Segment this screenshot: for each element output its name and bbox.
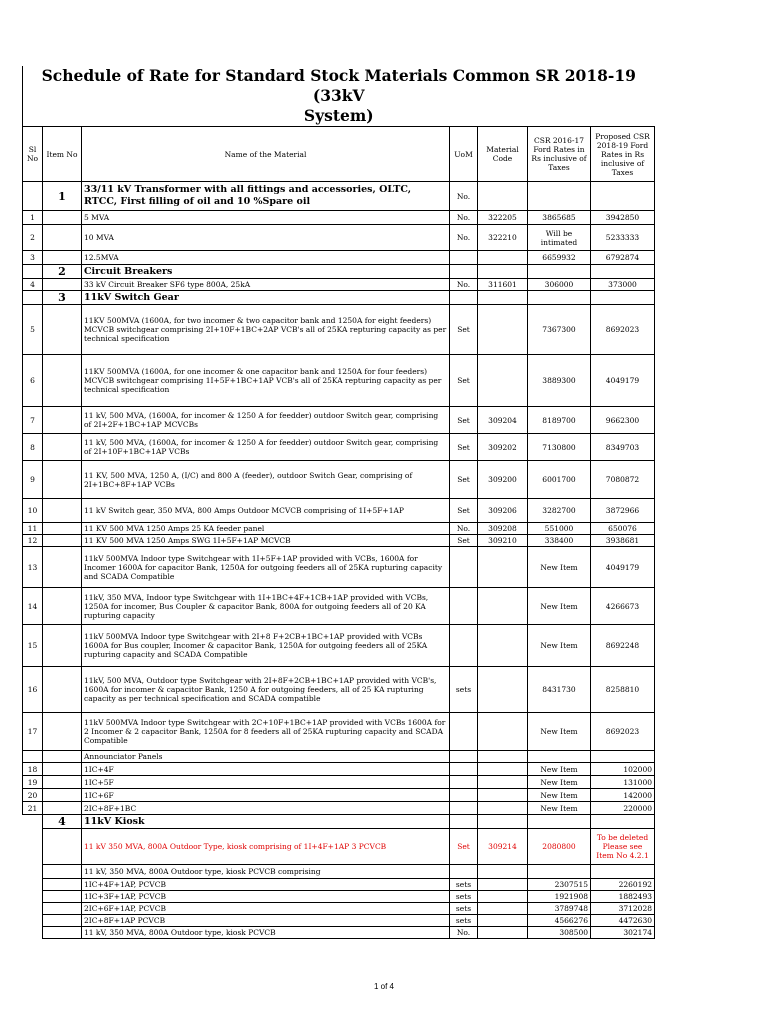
cell-name: 11 kV 350 MVA, 800A Outdoor Type, kiosk comprising of 1I+4F+1AP 3 PCVCB	[82, 829, 450, 865]
section-number: 1	[43, 182, 82, 211]
empty-cell	[43, 776, 82, 789]
table-row	[23, 434, 655, 461]
cell-csr: 551000	[528, 523, 591, 535]
cell-proposed: 3872966	[591, 499, 655, 523]
cell-code	[478, 713, 528, 751]
table-row	[23, 802, 655, 815]
empty-cell	[528, 265, 591, 279]
empty-cell	[450, 865, 478, 879]
cell-uom: sets	[450, 903, 478, 915]
cell-proposed: 5233333	[591, 225, 655, 251]
cell-csr: 306000	[528, 279, 591, 291]
section-number: 3	[43, 291, 82, 305]
cell-code: 322210	[478, 225, 528, 251]
cell-proposed: 3942850	[591, 211, 655, 225]
cell-name: 11KV 500MVA (1600A, for two incomer & two capacitor bank and 1250A for eight feeders) MCVCB switchgear comprising 2I+10F+1BC+2AP VCB's all of 25KA repturing capacity as per technical specification	[82, 305, 450, 355]
cell-sl: 13	[23, 547, 43, 588]
cell-csr: 6659932	[528, 251, 591, 265]
cell-uom: No.	[450, 279, 478, 291]
empty-cell	[450, 815, 478, 829]
table-row	[23, 667, 655, 713]
empty-cell	[43, 407, 82, 434]
empty-cell	[43, 667, 82, 713]
table-row	[23, 407, 655, 434]
empty-cell	[450, 802, 478, 815]
empty-cell	[528, 865, 591, 879]
cell-uom	[450, 625, 478, 667]
table-row	[23, 305, 655, 355]
kiosk-heading: 11 kV, 350 MVA, 800A Outdoor type, kiosk PCVCB comprising	[82, 865, 450, 879]
empty-cell	[43, 225, 82, 251]
cell-name: 11KV 500MVA (1600A, for one incomer & one capacitor bank and 1250A for four feeders) MCVCB switchgear comprising 1I+5F+1BC+1AP VCB's all of 25KA repturing capacity as per technical specification	[82, 355, 450, 407]
cell-proposed: 220000	[591, 802, 655, 815]
cell-csr: 6001700	[528, 461, 591, 499]
title-line-2: System)	[303, 106, 374, 125]
cell-uom: No.	[450, 927, 478, 939]
empty-cell	[591, 865, 655, 879]
section-row	[23, 815, 655, 829]
cell-proposed: 102000	[591, 763, 655, 776]
empty-cell	[478, 879, 528, 891]
table-row	[23, 927, 655, 939]
empty-cell	[591, 265, 655, 279]
section-uom: No.	[450, 182, 478, 211]
empty-cell	[43, 763, 82, 776]
cell-sl: 5	[23, 305, 43, 355]
cell-name: 2IC+8F+1AP PCVCB	[82, 915, 450, 927]
empty-cell	[528, 815, 591, 829]
empty-cell	[43, 251, 82, 265]
empty-cell	[478, 903, 528, 915]
cell-uom: Set	[450, 829, 478, 865]
header-item: Item No	[43, 127, 82, 182]
empty-cell	[450, 291, 478, 305]
empty-cell	[591, 815, 655, 829]
empty-cell	[23, 829, 43, 865]
cell-csr: New Item	[528, 776, 591, 789]
cell-code	[478, 251, 528, 265]
header-row	[23, 127, 655, 182]
cell-code: 309214	[478, 829, 528, 865]
cell-proposed: 302174	[591, 927, 655, 939]
section-row	[23, 265, 655, 279]
cell-sl: 17	[23, 713, 43, 751]
empty-cell	[43, 523, 82, 535]
cell-uom: sets	[450, 891, 478, 903]
empty-cell	[23, 927, 43, 939]
cell-name: 11 kV, 350 MVA, 800A Outdoor type, kiosk PCVCB	[82, 927, 450, 939]
cell-csr: New Item	[528, 713, 591, 751]
empty-cell	[478, 776, 528, 789]
empty-cell	[43, 713, 82, 751]
cell-name: 5 MVA	[82, 211, 450, 225]
cell-csr: 3282700	[528, 499, 591, 523]
empty-cell	[478, 182, 528, 211]
cell-uom: Set	[450, 535, 478, 547]
cell-uom: Set	[450, 434, 478, 461]
table-row	[23, 891, 655, 903]
cell-csr: 3865685	[528, 211, 591, 225]
cell-csr: 338400	[528, 535, 591, 547]
empty-cell	[43, 751, 82, 763]
header-name: Name of the Material	[82, 127, 450, 182]
cell-uom: Set	[450, 305, 478, 355]
subheading-row	[23, 751, 655, 763]
cell-sl: 3	[23, 251, 43, 265]
cell-code	[478, 305, 528, 355]
cell-name: 11kV 500MVA Indoor type Switchgear with 2I+8 F+2CB+1BC+1AP provided with VCBs 1600A for Bus coupler, Incomer & capacitor Bank, 1250A for outgoing feeders all of 25KA rupturing capacity and SCADA Compatible	[82, 625, 450, 667]
cell-uom: No.	[450, 225, 478, 251]
cell-proposed: 6792874	[591, 251, 655, 265]
empty-cell	[43, 461, 82, 499]
empty-cell	[23, 291, 43, 305]
cell-name: 11 kV, 500 MVA, (1600A, for incomer & 1250 A for feedder) outdoor Switch gear, comprising of 2I+2F+1BC+1AP MCVCBs	[82, 407, 450, 434]
cell-name: 11 KV 500 MVA 1250 Amps 25 KA feeder panel	[82, 523, 450, 535]
empty-cell	[43, 535, 82, 547]
cell-name: 11kV, 500 MVA, Outdoor type Switchgear with 2I+8F+2CB+1BC+1AP provided with VCB's, 1600A for incomer & capacitor Bank, 1250 A for outgoing feeders, all of 25 KA rupturing capacity as per technical specification and SCADA compatible	[82, 667, 450, 713]
cell-name: 11 kV, 500 MVA, (1600A, for incomer & 1250 A for feedder) outdoor Switch gear, comprising of 2I+10F+1BC+1AP VCBs	[82, 434, 450, 461]
empty-cell	[43, 355, 82, 407]
cell-code: 309204	[478, 407, 528, 434]
cell-sl: 19	[23, 776, 43, 789]
table-row	[23, 461, 655, 499]
empty-cell	[23, 879, 43, 891]
table-row	[23, 547, 655, 588]
cell-csr: 7130800	[528, 434, 591, 461]
cell-proposed: 373000	[591, 279, 655, 291]
cell-code: 309202	[478, 434, 528, 461]
empty-cell	[23, 865, 43, 879]
cell-proposed: 8692248	[591, 625, 655, 667]
cell-code: 311601	[478, 279, 528, 291]
cell-sl: 15	[23, 625, 43, 667]
cell-sl: 9	[23, 461, 43, 499]
empty-cell	[43, 891, 82, 903]
cell-proposed: 8692023	[591, 713, 655, 751]
cell-sl: 4	[23, 279, 43, 291]
cell-name: 10 MVA	[82, 225, 450, 251]
page-title	[23, 66, 655, 127]
table-row	[23, 355, 655, 407]
empty-cell	[43, 879, 82, 891]
cell-csr: New Item	[528, 763, 591, 776]
empty-cell	[43, 802, 82, 815]
cell-proposed: 9662300	[591, 407, 655, 434]
empty-cell	[43, 915, 82, 927]
empty-cell	[43, 829, 82, 865]
cell-proposed: 4049179	[591, 547, 655, 588]
table-row	[23, 903, 655, 915]
cell-name: 33 kV Circuit Breaker SF6 type 800A, 25kA	[82, 279, 450, 291]
empty-cell	[450, 763, 478, 776]
empty-cell	[23, 182, 43, 211]
cell-uom	[450, 588, 478, 625]
empty-cell	[591, 182, 655, 211]
table-row	[23, 763, 655, 776]
cell-proposed: 2260192	[591, 879, 655, 891]
cell-uom: Set	[450, 499, 478, 523]
table-row	[23, 915, 655, 927]
cell-sl: 14	[23, 588, 43, 625]
cell-name: 11kV 500MVA Indoor type Switchgear with 2C+10F+1BC+1AP provided with VCBs 1600A for 2 Incomer & 2 capacitor Bank, 1250A for 8 feeders all of 25KA rupturing capacity and SCADA Compatible	[82, 713, 450, 751]
cell-name: 11 KV 500 MVA 1250 Amps SWG 1I+5F+1AP MCVCB	[82, 535, 450, 547]
cell-uom	[450, 547, 478, 588]
cell-csr: 2080800	[528, 829, 591, 865]
table-row	[23, 789, 655, 802]
cell-name: 1IC+3F+1AP, PCVCB	[82, 891, 450, 903]
deleted-item-row	[23, 829, 655, 865]
empty-cell	[478, 865, 528, 879]
empty-cell	[591, 751, 655, 763]
cell-sl: 7	[23, 407, 43, 434]
cell-uom: No.	[450, 523, 478, 535]
table-row	[23, 499, 655, 523]
cell-csr: New Item	[528, 588, 591, 625]
cell-name: 12.5MVA	[82, 251, 450, 265]
cell-code: 309200	[478, 461, 528, 499]
cell-csr: 7367300	[528, 305, 591, 355]
cell-proposed: 4266673	[591, 588, 655, 625]
cell-proposed: 1882493	[591, 891, 655, 903]
cell-sl: 18	[23, 763, 43, 776]
cell-proposed: 3938681	[591, 535, 655, 547]
empty-cell	[43, 547, 82, 588]
cell-uom: Set	[450, 407, 478, 434]
table-row	[23, 535, 655, 547]
table-row	[23, 713, 655, 751]
cell-csr: Will be intimated	[528, 225, 591, 251]
cell-name: 2IC+8F+1BC	[82, 802, 450, 815]
empty-cell	[528, 182, 591, 211]
cell-proposed: 4472630	[591, 915, 655, 927]
section-title: 11kV Kiosk	[82, 815, 450, 829]
cell-proposed: 8349703	[591, 434, 655, 461]
section-title: 33/11 kV Transformer with all fittings and accessories, OLTC, RTCC, First filling of oil and 10 %Spare oil	[82, 182, 450, 211]
cell-name: 1IC+5F	[82, 776, 450, 789]
table-row	[23, 588, 655, 625]
empty-cell	[450, 751, 478, 763]
cell-proposed: 650076	[591, 523, 655, 535]
cell-code	[478, 667, 528, 713]
empty-cell	[478, 751, 528, 763]
table-row	[23, 625, 655, 667]
empty-cell	[450, 265, 478, 279]
subheading-row	[23, 865, 655, 879]
rate-schedule-sheet	[22, 66, 655, 939]
table-row	[23, 251, 655, 265]
empty-cell	[23, 891, 43, 903]
cell-uom: Set	[450, 461, 478, 499]
table-row	[23, 225, 655, 251]
cell-sl: 20	[23, 789, 43, 802]
empty-cell	[23, 815, 43, 829]
empty-cell	[43, 903, 82, 915]
cell-name: 1IC+4F	[82, 763, 450, 776]
cell-proposed: To be deleted Please see Item No 4.2.1	[591, 829, 655, 865]
cell-sl: 2	[23, 225, 43, 251]
cell-name: 1IC+6F	[82, 789, 450, 802]
empty-cell	[478, 789, 528, 802]
section-title: Circuit Breakers	[82, 265, 450, 279]
table-row	[23, 211, 655, 225]
empty-cell	[43, 211, 82, 225]
cell-proposed: 142000	[591, 789, 655, 802]
empty-cell	[478, 927, 528, 939]
empty-cell	[450, 776, 478, 789]
table-row	[23, 879, 655, 891]
cell-code: 309210	[478, 535, 528, 547]
section-number: 2	[43, 265, 82, 279]
cell-uom	[450, 251, 478, 265]
empty-cell	[478, 815, 528, 829]
cell-code	[478, 355, 528, 407]
annunciator-heading: Announciator Panels	[82, 751, 450, 763]
cell-uom	[450, 713, 478, 751]
cell-csr: New Item	[528, 789, 591, 802]
cell-code: 309208	[478, 523, 528, 535]
section-title: 11kV Switch Gear	[82, 291, 450, 305]
cell-csr: New Item	[528, 802, 591, 815]
cell-uom: Set	[450, 355, 478, 407]
empty-cell	[591, 291, 655, 305]
empty-cell	[43, 588, 82, 625]
empty-cell	[478, 915, 528, 927]
empty-cell	[478, 763, 528, 776]
cell-uom: sets	[450, 915, 478, 927]
cell-csr: 1921908	[528, 891, 591, 903]
header-csr: CSR 2016-17 Ford Rates in Rs inclusive of Taxes	[528, 127, 591, 182]
cell-uom: sets	[450, 879, 478, 891]
cell-csr: 308500	[528, 927, 591, 939]
header-proposed: Proposed CSR 2018-19 Ford Rates in Rs inclusive of Taxes	[591, 127, 655, 182]
cell-csr: New Item	[528, 625, 591, 667]
table-row	[23, 776, 655, 789]
cell-sl: 21	[23, 802, 43, 815]
empty-cell	[528, 751, 591, 763]
table-row	[23, 279, 655, 291]
header-code: Material Code	[478, 127, 528, 182]
cell-sl: 10	[23, 499, 43, 523]
cell-code	[478, 625, 528, 667]
section-row	[23, 182, 655, 211]
cell-csr: 3789748	[528, 903, 591, 915]
empty-cell	[43, 865, 82, 879]
cell-code: 322205	[478, 211, 528, 225]
cell-uom: sets	[450, 667, 478, 713]
page-number: 1 of 4	[373, 982, 394, 991]
cell-sl: 1	[23, 211, 43, 225]
empty-cell	[43, 789, 82, 802]
empty-cell	[478, 891, 528, 903]
cell-code	[478, 547, 528, 588]
empty-cell	[478, 802, 528, 815]
cell-name: 11 kV Switch gear, 350 MVA, 800 Amps Outdoor MCVCB comprising of 1I+5F+1AP	[82, 499, 450, 523]
section-number: 4	[43, 815, 82, 829]
cell-csr: 8189700	[528, 407, 591, 434]
title-line-1: Schedule of Rate for Standard Stock Materials Common SR 2018-19 (33kV	[41, 66, 636, 105]
cell-csr: 3889300	[528, 355, 591, 407]
empty-cell	[23, 751, 43, 763]
cell-name: 1IC+4F+1AP, PCVCB	[82, 879, 450, 891]
cell-proposed: 131000	[591, 776, 655, 789]
empty-cell	[43, 499, 82, 523]
cell-proposed: 7080872	[591, 461, 655, 499]
table-row	[23, 523, 655, 535]
empty-cell	[23, 903, 43, 915]
header-uom: UoM	[450, 127, 478, 182]
cell-sl: 16	[23, 667, 43, 713]
cell-code	[478, 588, 528, 625]
cell-csr: 2307515	[528, 879, 591, 891]
empty-cell	[23, 915, 43, 927]
cell-proposed: 3712028	[591, 903, 655, 915]
cell-proposed: 8692023	[591, 305, 655, 355]
cell-sl: 11	[23, 523, 43, 535]
cell-name: 11kV 500MVA Indoor type Switchgear with 1I+5F+1AP provided with VCBs, 1600A for Incomer 1600A for capacitor Bank, 1250A for outgoing feeders all of 25KA rupturing capacity and SCADA Compatible	[82, 547, 450, 588]
section-row	[23, 291, 655, 305]
empty-cell	[43, 434, 82, 461]
empty-cell	[478, 265, 528, 279]
header-sl: Sl No	[23, 127, 43, 182]
cell-csr: New Item	[528, 547, 591, 588]
cell-uom: No.	[450, 211, 478, 225]
cell-sl: 8	[23, 434, 43, 461]
empty-cell	[478, 291, 528, 305]
cell-proposed: 8258810	[591, 667, 655, 713]
empty-cell	[43, 625, 82, 667]
empty-cell	[43, 279, 82, 291]
cell-name: 11kV, 350 MVA, Indoor type Switchgear with 1I+1BC+4F+1CB+1AP provided with VCBs, 1250A for incomer, Bus Coupler & capacitor Bank, 800A for outgoing feeders all of 20 KA rupturing capacity	[82, 588, 450, 625]
empty-cell	[528, 291, 591, 305]
cell-sl: 12	[23, 535, 43, 547]
cell-name: 11 KV, 500 MVA, 1250 A, (I/C) and 800 A (feeder), outdoor Switch Gear, comprising of 2I+1BC+8F+1AP VCBs	[82, 461, 450, 499]
cell-code: 309206	[478, 499, 528, 523]
empty-cell	[43, 927, 82, 939]
cell-csr: 8431730	[528, 667, 591, 713]
empty-cell	[23, 265, 43, 279]
cell-proposed: 4049179	[591, 355, 655, 407]
empty-cell	[43, 305, 82, 355]
empty-cell	[450, 789, 478, 802]
cell-name: 2IC+6F+1AP, PCVCB	[82, 903, 450, 915]
cell-sl: 6	[23, 355, 43, 407]
rate-table	[22, 66, 655, 939]
cell-csr: 4566276	[528, 915, 591, 927]
